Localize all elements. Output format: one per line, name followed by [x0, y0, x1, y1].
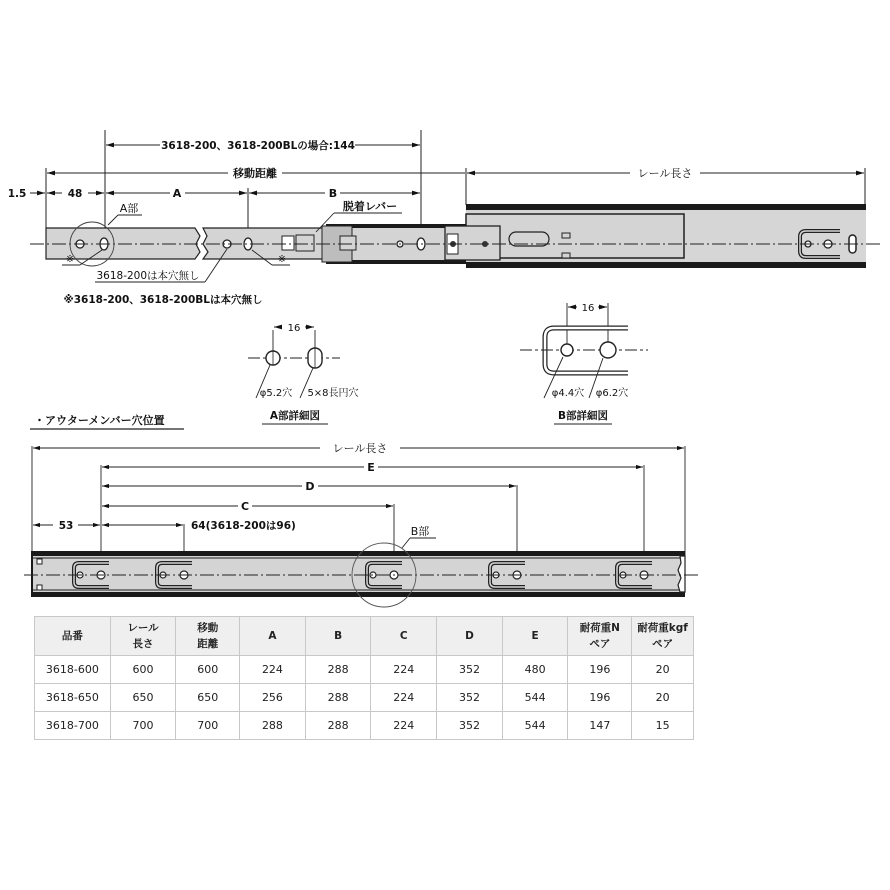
cell-d: 352: [437, 684, 503, 712]
note-mark-right: ※: [277, 254, 287, 265]
slide-rail-assembly: [30, 204, 880, 268]
cell-rail-length: 650: [110, 684, 176, 712]
col-header: 移動 距離: [176, 617, 240, 656]
outer-member-section-title: ・アウターメンバー穴位置: [34, 414, 165, 427]
cell-e: 480: [502, 656, 568, 684]
rail-length-label-outer: レール長さ: [332, 442, 388, 455]
table-row: [35, 712, 694, 740]
cell-c: 224: [371, 684, 437, 712]
cell-a: 256: [240, 684, 306, 712]
cell-load-kgf: 20: [632, 656, 694, 684]
col-header: D: [437, 617, 503, 656]
table-header-row: [35, 617, 694, 656]
detail-a-hole2: 5×8長円穴: [307, 388, 359, 399]
part-a-label: A部: [119, 202, 139, 215]
detail-b-hole1: φ4.4穴: [551, 388, 585, 399]
cell-travel: 700: [176, 712, 240, 740]
part-b-label: B部: [410, 525, 430, 538]
dim-b: B: [328, 187, 338, 200]
table-row: [35, 684, 694, 712]
cell-load-n: 196: [568, 656, 632, 684]
dim-1-5: 1.5: [7, 188, 27, 200]
cell-part-number: 3618-700: [35, 712, 111, 740]
detail-b-hole2: φ6.2穴: [595, 388, 629, 399]
col-header: C: [371, 617, 437, 656]
col-header: A: [240, 617, 306, 656]
dim-c: C: [240, 500, 250, 513]
cell-load-kgf: 20: [632, 684, 694, 712]
cell-part-number: 3618-600: [35, 656, 111, 684]
detail-a-pitch: 16: [287, 323, 301, 334]
dim-64: 64(3618-200は96): [191, 520, 296, 532]
travel-distance-label: 移動距離: [233, 167, 277, 180]
release-lever-label: 脱着レバー: [342, 200, 398, 213]
col-header: 品番: [35, 617, 111, 656]
cell-d: 352: [437, 656, 503, 684]
spec-table: [34, 616, 694, 740]
detail-a-title: A部詳細図: [269, 410, 321, 422]
note-mark-left: ※: [65, 254, 75, 265]
cell-c: 224: [371, 656, 437, 684]
cell-b: 288: [305, 712, 371, 740]
dim-48: 48: [67, 188, 83, 200]
col-header: 耐荷重kgf ペア: [632, 617, 694, 656]
detail-b-title: B部詳細図: [557, 410, 609, 422]
col-header: B: [305, 617, 371, 656]
cell-travel: 650: [176, 684, 240, 712]
detail-b-pitch: 16: [581, 303, 595, 314]
cell-e: 544: [502, 684, 568, 712]
cell-e: 544: [502, 712, 568, 740]
cell-load-n: 147: [568, 712, 632, 740]
cell-a: 288: [240, 712, 306, 740]
outer-member-rail: [24, 538, 698, 607]
dim-53: 53: [58, 520, 74, 532]
table-row: [35, 656, 694, 684]
col-header: E: [502, 617, 568, 656]
dim-144-label: 3618-200、3618-200BLの場合:144: [161, 140, 355, 152]
col-header: 耐荷重N ペア: [568, 617, 632, 656]
cell-load-kgf: 15: [632, 712, 694, 740]
dim-e: E: [367, 461, 375, 474]
detail-a-hole1: φ5.2穴: [259, 388, 293, 399]
cell-b: 288: [305, 684, 371, 712]
cell-load-n: 196: [568, 684, 632, 712]
cell-travel: 600: [176, 656, 240, 684]
cell-rail-length: 700: [110, 712, 176, 740]
footnote: ※3618-200、3618-200BLは本穴無し: [63, 294, 263, 306]
cell-a: 224: [240, 656, 306, 684]
dim-a: A: [172, 187, 182, 200]
cell-b: 288: [305, 656, 371, 684]
rail-length-label-top: レール長さ: [637, 167, 693, 180]
detail-b-drawing: [520, 303, 648, 424]
no-hole-note-200: 3618-200は本穴無し: [96, 270, 200, 282]
cell-d: 352: [437, 712, 503, 740]
cell-rail-length: 600: [110, 656, 176, 684]
col-header: レール 長さ: [110, 617, 176, 656]
dim-d: D: [305, 480, 315, 493]
cell-part-number: 3618-650: [35, 684, 111, 712]
cell-c: 224: [371, 712, 437, 740]
